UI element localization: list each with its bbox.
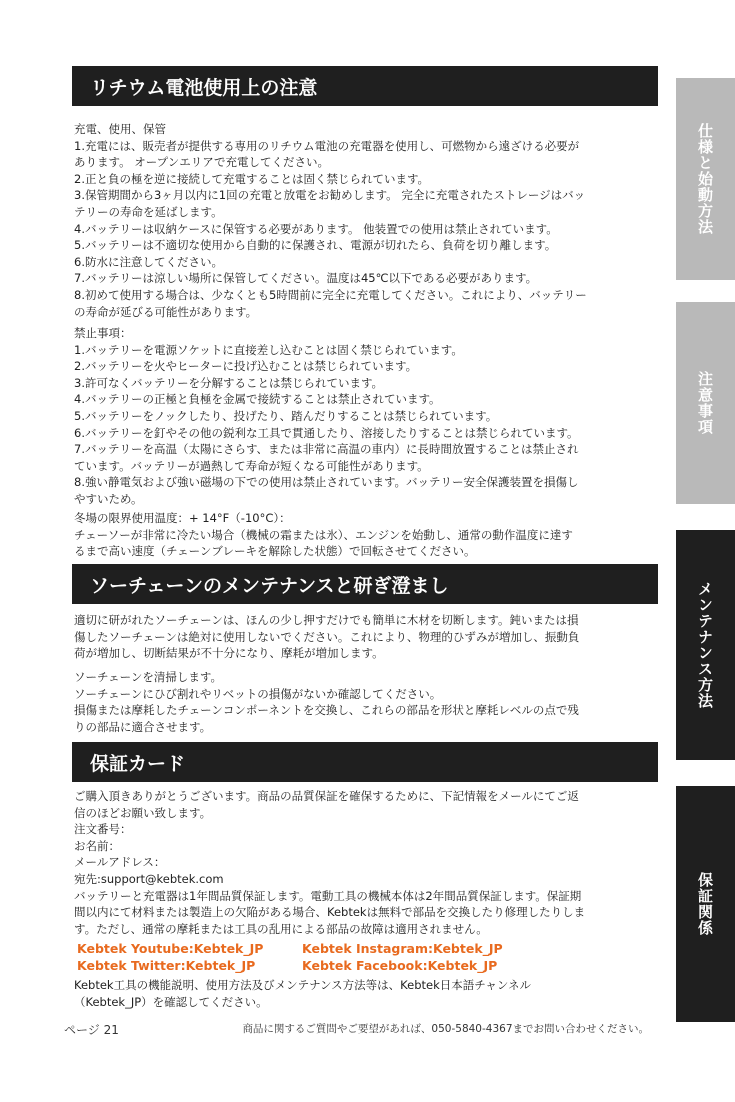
text-line: 8.強い静電気および強い磁場の下での使用は禁止されています。バッテリー安全保護装置を損傷し bbox=[74, 475, 579, 490]
text-line: 3.保管期間から3ヶ月以内に1回の充電と放電をお勧めします。 完全に充電されたストレージはバッ bbox=[74, 188, 586, 203]
text-line: メールアドレス： bbox=[74, 855, 166, 870]
text-line: 1.バッテリーを電源ソケットに直接差し込むことは固く禁じられています。 bbox=[74, 342, 463, 357]
side-tab-label: 注意事項 bbox=[696, 371, 714, 435]
section-title-maintenance-text: ソーチェーンのメンテナンスと研ぎ澄まし bbox=[90, 574, 449, 597]
text-line: 冬場の限界使用温度：+ 14°F（-10°C）： bbox=[74, 511, 291, 525]
twitter-link: Kebtek Twitter:Kebtek_JP bbox=[77, 958, 256, 973]
text-line: 2.バッテリーを火やヒーターに投げ込むことは禁じられています。 bbox=[74, 359, 418, 374]
social-links bbox=[77, 940, 637, 974]
text-line: （Kebtek_JP）を確認してください。 bbox=[74, 994, 268, 1009]
side-tab-warranty bbox=[676, 786, 735, 1022]
section-title-warranty bbox=[72, 742, 658, 782]
text-line: テリーの寿命を延ばします。 bbox=[74, 204, 223, 219]
text-line: ています。バッテリーが過熱して寿命が短くなる可能性があります。 bbox=[74, 458, 429, 473]
text-line: 損傷または摩耗したチェーンコンポーネントを交換し、これらの部品を形状と摩耗レベルの点で残 bbox=[74, 703, 579, 718]
support-email: 宛先:support@kebtek.com bbox=[74, 871, 224, 886]
text-line: 6.バッテリーを釘やその他の鋭利な工具で貫通したり、溶接したりすることは禁じられています。 bbox=[74, 425, 579, 440]
text-line: お名前： bbox=[74, 838, 120, 853]
maintenance-steps bbox=[74, 669, 656, 735]
text-line: 5.バッテリーをノックしたり、投げたり、踏んだりすることは禁じられています。 bbox=[74, 408, 498, 423]
youtube-link: Kebtek Youtube:Kebtek_JP bbox=[77, 941, 264, 956]
prohibited-items bbox=[74, 325, 656, 508]
warranty-body bbox=[74, 788, 656, 937]
side-tab-specs bbox=[676, 78, 735, 280]
text-line: ソーチェーンを清掃します。 bbox=[74, 670, 223, 684]
section-title-lithium-text: リチウム電池使用上の注意 bbox=[90, 76, 318, 99]
text-line: あります。 オープンエリアで充電してください。 bbox=[74, 155, 330, 170]
contact-note: 商品に関するご質問やご要望があれば、050-5840-4367までお問い合わせください。 bbox=[242, 1023, 649, 1035]
text-line: 4.バッテリーは収納ケースに保管する必要があります。 他装置での使用は禁止されています。 bbox=[74, 221, 558, 236]
section-title-warranty-text: 保証カード bbox=[90, 752, 186, 775]
text-line: Kebtek工具の機能説明、使用方法及びメンテナンス方法等は、Kebtek日本語チャンネル bbox=[74, 978, 532, 992]
text-line: りの部品に適合させます。 bbox=[74, 719, 212, 734]
text-line: やすいため。 bbox=[74, 491, 143, 506]
channel-note bbox=[74, 977, 656, 1010]
text-line: 傷したソーチェーンは絶対に使用しないでください。これにより、物理的ひずみが増加し、振動負 bbox=[74, 629, 580, 644]
text-line: 3.許可なくバッテリーを分解することは禁じられています。 bbox=[74, 375, 384, 390]
side-tab-label: 仕様と始動方法 bbox=[696, 123, 714, 235]
text-line: チェーソーが非常に冷たい場合（機械の霜または氷）、エンジンを始動し、通常の動作温度に達す bbox=[74, 527, 573, 542]
text-line: 荷が増加し、切断結果が不十分になり、摩耗が増加します。 bbox=[74, 646, 384, 661]
side-tab-label: メンテナンス方法 bbox=[696, 581, 714, 709]
text-line: ソーチェーンにひび割れやリベットの損傷がないか確認してください。 bbox=[74, 686, 442, 701]
text-line: バッテリーと充電器は1年間品質保証します。電動工具の機械本体は2年間品質保証します。保証期 bbox=[74, 888, 582, 903]
text-line: 適切に研がれたソーチェーンは、ほんの少し押すだけでも簡単に木材を切断します。鈍いまたは損 bbox=[74, 613, 579, 627]
text-line: ご購入頂きありがとうございます。商品の品質保証を確保するために、下記情報をメールにてご返 bbox=[74, 789, 579, 803]
side-tab-label: 保証関係 bbox=[696, 872, 714, 936]
text-line: 禁止事項： bbox=[74, 326, 132, 340]
text-line: 5.バッテリーは不適切な使用から自動的に保護され、電源が切れたら、負荷を切り離します。 bbox=[74, 238, 557, 253]
facebook-link: Kebtek Facebook:Kebtek_JP bbox=[302, 958, 498, 973]
side-tab-maintenance bbox=[676, 530, 735, 760]
text-line: 1.充電には、販売者が提供する専用のリチウム電池の充電器を使用し、可燃物から遠ざける必要が bbox=[74, 138, 580, 153]
text-line: 2.正と負の極を逆に接続して充電することは固く禁じられています。 bbox=[74, 171, 430, 186]
text-line: 7.バッテリーは涼しい場所に保管してください。温度は45℃以下である必要があります。 bbox=[74, 271, 538, 286]
text-line: す。ただし、通常の摩耗または工具の乱用による部品の故障は適用されません。 bbox=[74, 921, 488, 936]
charging-instructions bbox=[74, 121, 656, 320]
instagram-link: Kebtek Instagram:Kebtek_JP bbox=[302, 941, 503, 956]
text-line: 注文番号： bbox=[74, 822, 132, 837]
maintenance-intro bbox=[74, 612, 656, 662]
text-line: 信のほどお願い致します。 bbox=[74, 805, 212, 820]
text-line: るまで高い速度（チェーンブレーキを解除した状態）で回転させてください。 bbox=[74, 544, 476, 559]
text-line: の寿命が延びる可能性があります。 bbox=[74, 304, 258, 319]
winter-usage bbox=[74, 510, 656, 560]
text-line: 充電、使用、保管 bbox=[74, 122, 166, 136]
page-number: ページ 21 bbox=[64, 1023, 119, 1037]
text-line: 間以内にて材料または製造上の欠陥がある場合、Kebtekは無料で部品を交換したり修理したりしま bbox=[74, 905, 586, 920]
section-title-maintenance bbox=[72, 564, 658, 604]
text-line: 8.初めて使用する場合は、少なくとも5時間前に完全に充電してください。これにより、バッテリー bbox=[74, 287, 587, 302]
section-title-lithium bbox=[72, 66, 658, 106]
text-line: 7.バッテリーを高温（太陽にさらす、または非常に高温の車内）に長時間放置することは禁止され bbox=[74, 442, 579, 457]
text-line: 6.防水に注意してください。 bbox=[74, 254, 223, 269]
side-tab-cautions bbox=[676, 302, 735, 504]
text-line: 4.バッテリーの正極と負極を金属で接続することは禁止されています。 bbox=[74, 392, 441, 407]
